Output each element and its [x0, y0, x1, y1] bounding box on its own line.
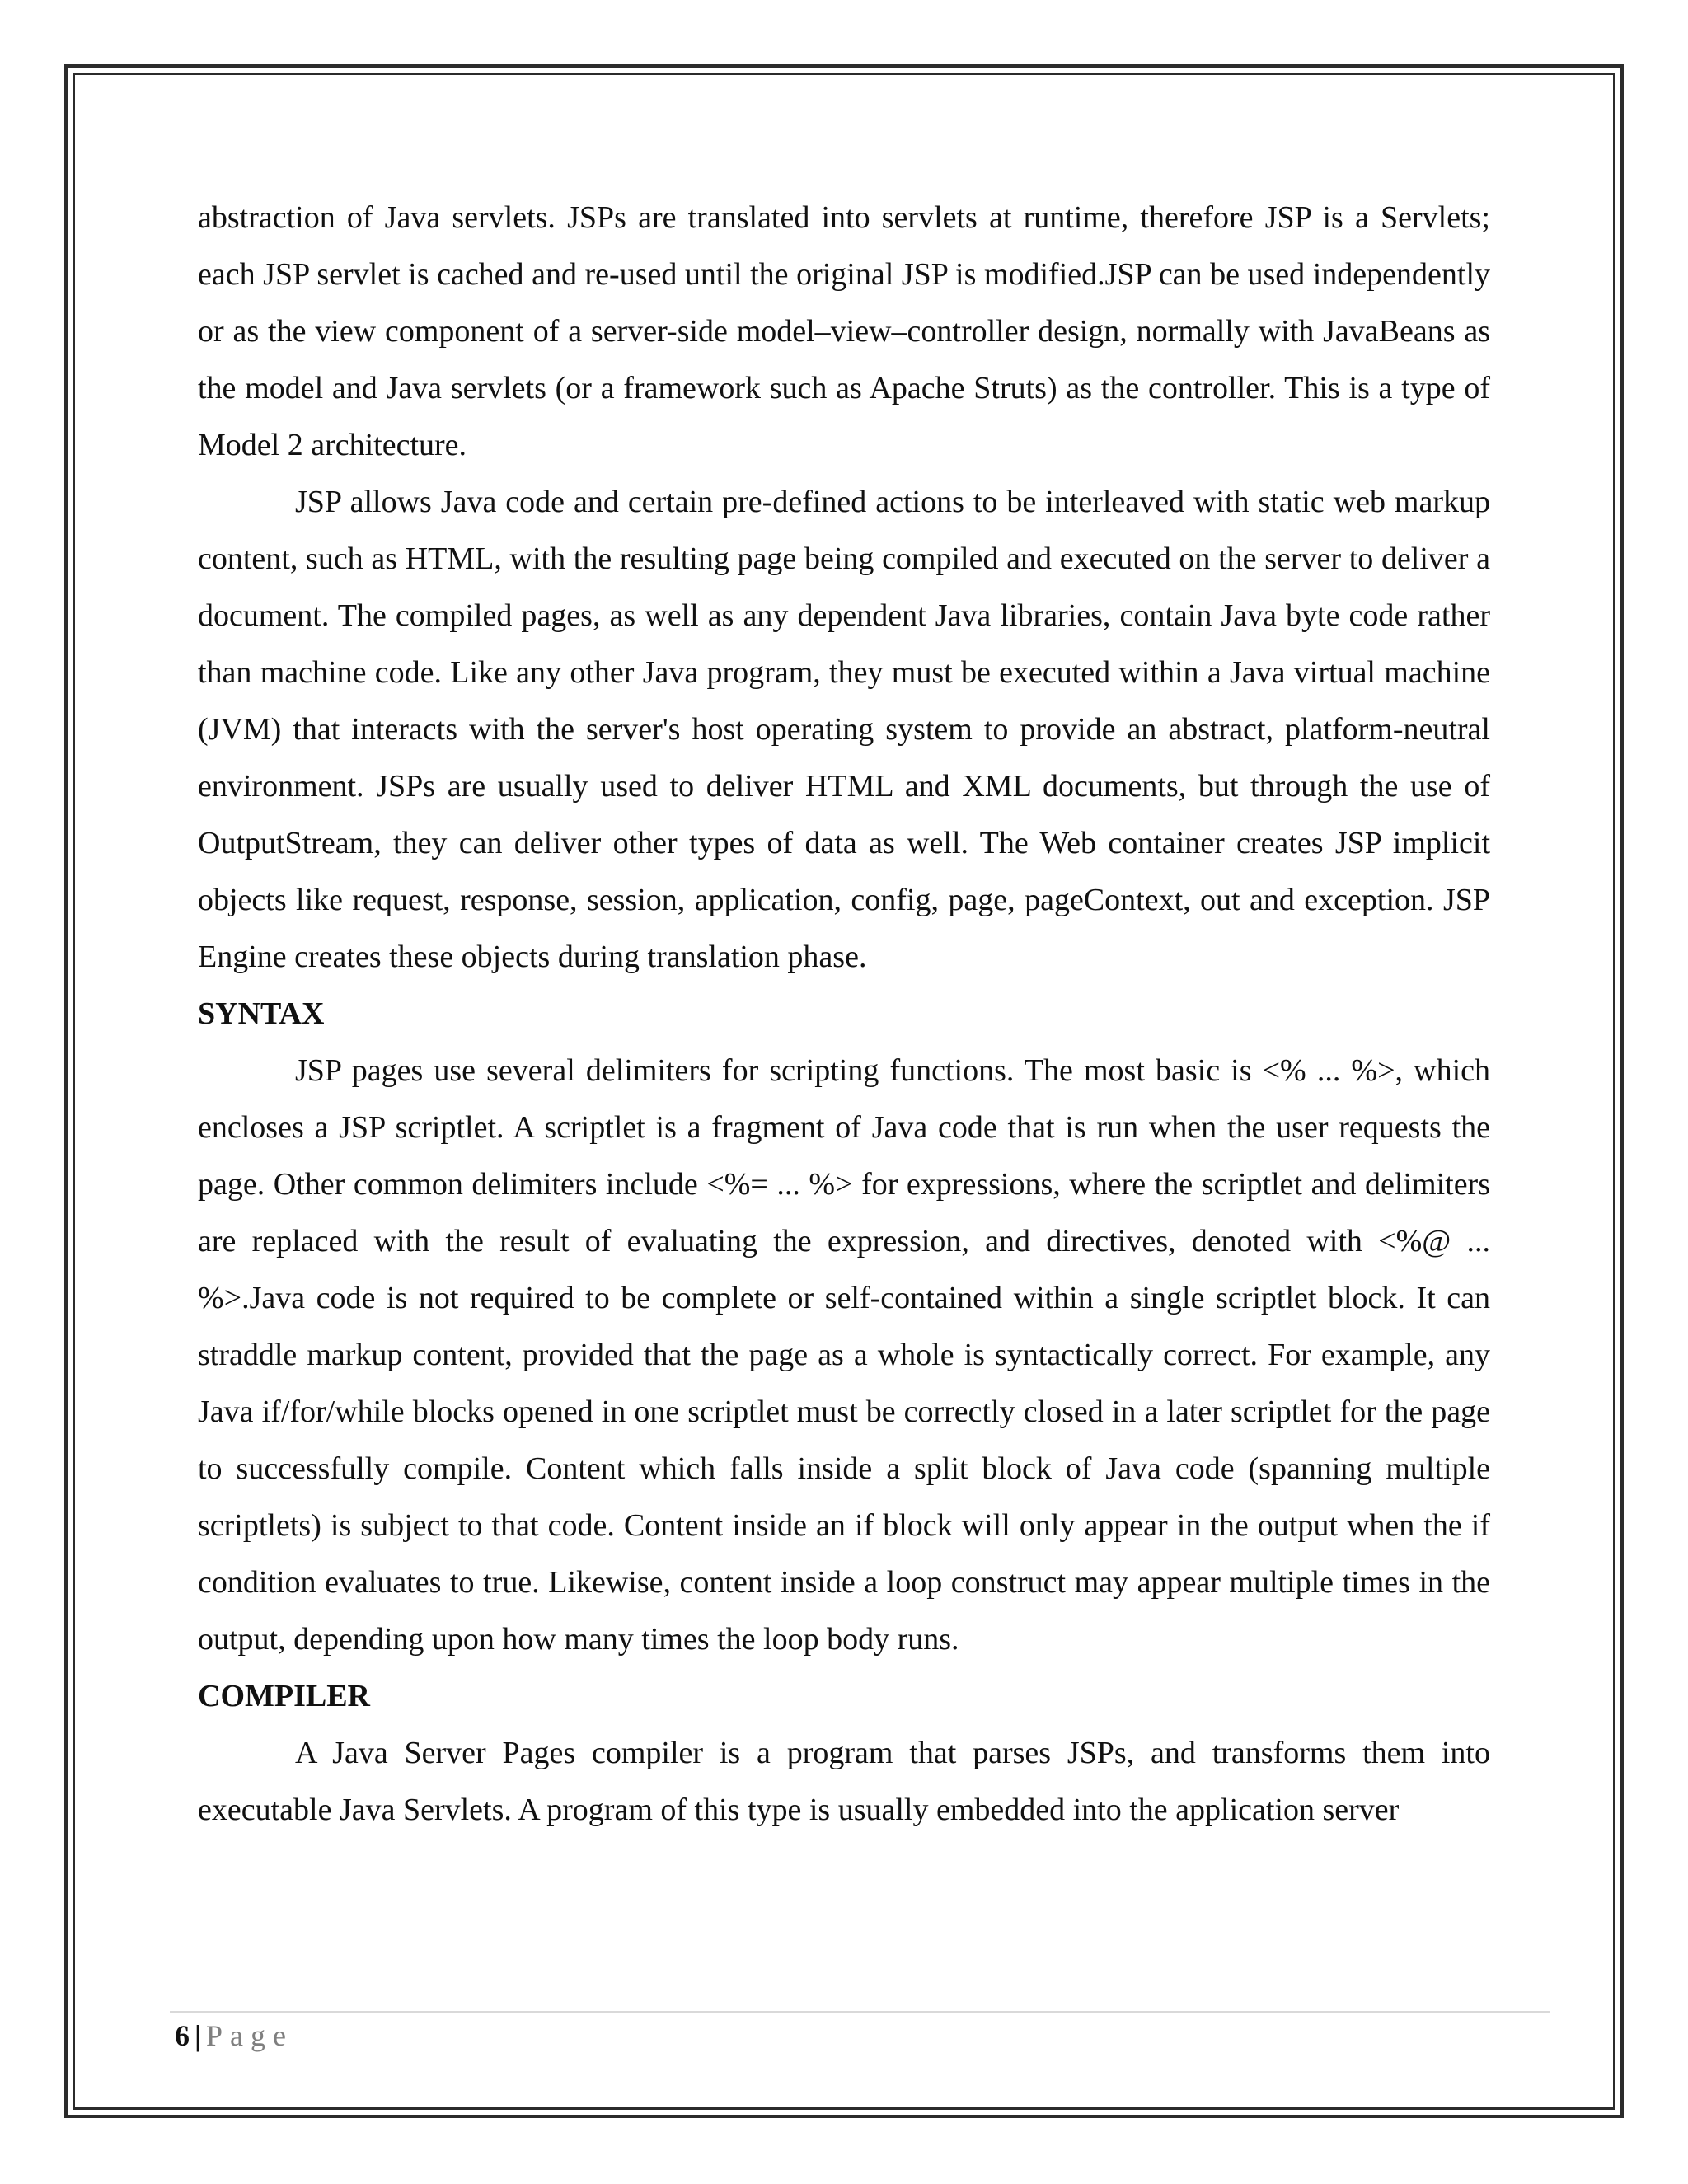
page-number: 6	[175, 2019, 190, 2052]
page-label: Page	[205, 2019, 293, 2052]
page-footer	[175, 2018, 293, 2054]
page-body	[198, 190, 1490, 1839]
footer-divider	[170, 2011, 1550, 2013]
heading-compiler: COMPILER	[198, 1679, 370, 1713]
heading-syntax: SYNTAX	[198, 996, 325, 1031]
paragraph-intro: abstraction of Java servlets. JSPs are translated into servlets at runtime, therefore JSP is a Servlets; each JSP servlet is cached and re-used until the original JSP is modified.JSP can be used independently or as the view component of a server-side model–view–controller design, normally with JavaBeans as the model and Java servlets (or a framework such as Apache Struts) as the controller. This is a type of Model 2 architecture.	[198, 200, 1490, 462]
footer-separator: |	[195, 2019, 201, 2052]
paragraph-jsp-overview: JSP allows Java code and certain pre-defined actions to be interleaved with static web markup content, such as HTML, with the resulting page being compiled and executed on the server to deliver a document. The compiled pages, as well as any dependent Java libraries, contain Java byte code rather than machine code. Like any other Java program, they must be executed within a Java virtual machine (JVM) that interacts with the server's host operating system to provide an abstract, platform-neutral environment. JSPs are usually used to deliver HTML and XML documents, but through the use of OutputStream, they can deliver other types of data as well. The Web container creates JSP implicit objects like request, response, session, application, config, page, pageContext, out and exception. JSP Engine creates these objects during translation phase.	[198, 485, 1490, 974]
paragraph-syntax: JSP pages use several delimiters for scripting functions. The most basic is <% ... %>, which encloses a JSP scriptlet. A scriptlet is a fragment of Java code that is run when the user requests the page. Other common delimiters include <%= ... %> for expressions, where the scriptlet and delimiters are replaced with the result of evaluating the expression, and directives, denoted with <%@ ... %>.Java code is not required to be complete or self-contained within a single scriptlet block. It can straddle markup content, provided that the page as a whole is syntactically correct. For example, any Java if/for/while blocks opened in one scriptlet must be correctly closed in a later scriptlet for the page to successfully compile. Content which falls inside a split block of Java code (spanning multiple scriptlets) is subject to that code. Content inside an if block will only appear in the output when the if condition evaluates to true. Likewise, content inside a loop construct may appear multiple times in the output, depending upon how many times the loop body runs.	[198, 1053, 1490, 1657]
paragraph-compiler: A Java Server Pages compiler is a program that parses JSPs, and transforms them into executable Java Servlets. A program of this type is usually embedded into the application server	[198, 1736, 1490, 1827]
